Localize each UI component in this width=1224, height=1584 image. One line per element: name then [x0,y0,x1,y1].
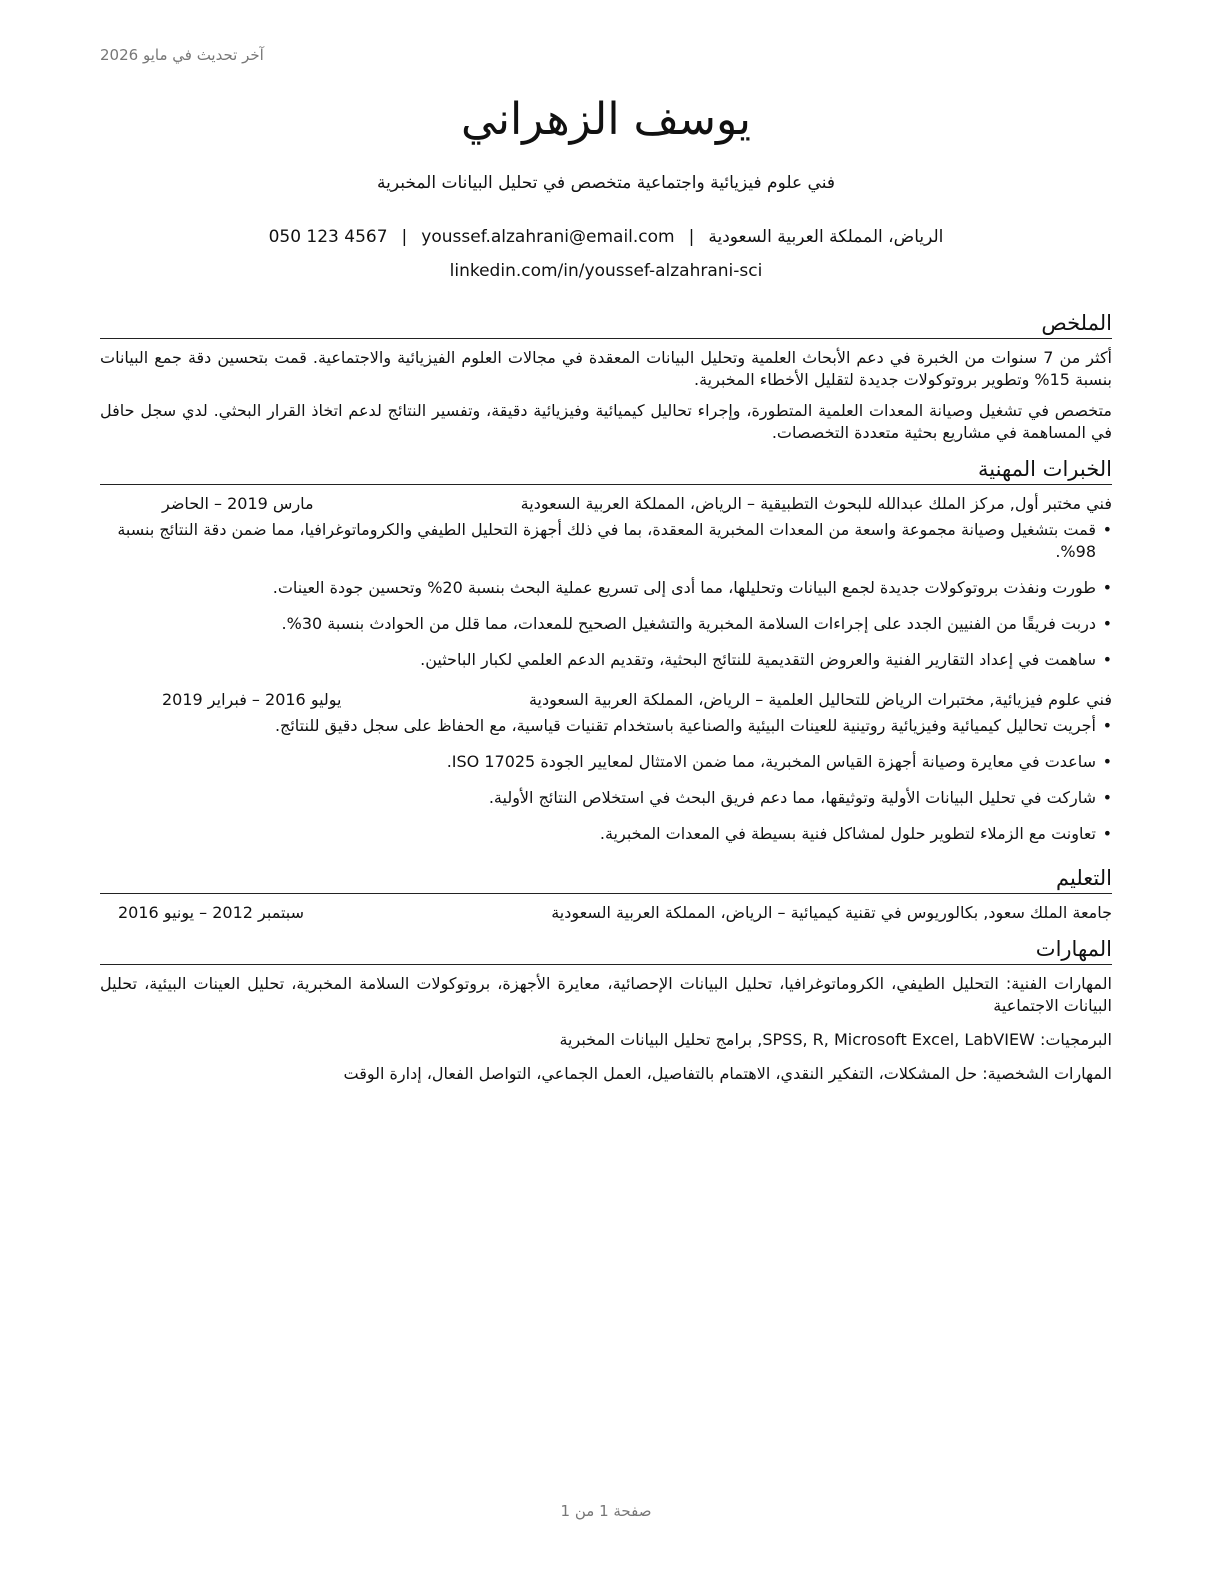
list-item [100,519,1112,563]
list-item [100,613,1112,635]
bullet-text: دربت فريقًا من الفنيين الجدد على إجراءات السلامة المخبرية والتشغيل الصحيح للمعدات، مما قلل من الحوادث بنسبة 30%. [281,614,1096,633]
education-entry [100,902,1112,924]
bullet-icon: • [1102,716,1112,735]
last-updated-note: آخر تحديث في مايو 2026 [100,46,264,64]
bullet-text: طورت ونفذت بروتوكولات جديدة لجمع البيانات وتحليلها، مما أدى إلى تسريع عملية البحث بنسبة 20% وتحسين جودة العينات. [272,578,1096,597]
skills-section [100,934,1112,1085]
skills-software: البرمجيات: SPSS, R, Microsoft Excel, LabVIEW, برامج تحليل البيانات المخبرية [559,1030,1112,1049]
education-section [100,863,1112,924]
list-item [100,823,1112,845]
bullet-icon: • [1102,824,1112,843]
bullet-text: شاركت في تحليل البيانات الأولية وتوثيقها، مما دعم فريق البحث في استخلاص النتائج الأولية. [488,788,1096,807]
phone-number: 050 123 4567 [268,227,388,247]
bullet-text: تعاونت مع الزملاء لتطوير حلول لمشاكل فنية بسيطة في المعدات المخبرية. [599,824,1096,843]
list-item [100,715,1112,737]
professional-headline: فني علوم فيزيائية واجتماعية متخصص في تحليل البيانات المخبرية [377,173,835,193]
job-dates: مارس 2019 – الحاضر [162,494,314,513]
list-item [100,649,1112,671]
bullet-text: ساعدت في معايرة وصيانة أجهزة القياس المخبرية، مما ضمن الامتثال لمعايير الجودة ISO 17025. [446,752,1096,771]
job-entry [100,493,1112,671]
skills-personal: المهارات الشخصية: حل المشكلات، التفكير النقدي، الاهتمام بالتفاصيل، العمل الجماعي، التواصل الفعال، إدارة الوقت [343,1064,1112,1083]
bullet-text: ساهمت في إعداد التقارير الفنية والعروض التقديمية للنتائج البحثية، وتقديم الدعم العلمي لكبار الباحثين. [420,650,1096,669]
summary-section [100,308,1112,444]
bullet-text: قمت بتشغيل وصيانة مجموعة واسعة من المعدات المخبرية المعقدة، بما في ذلك أجهزة التحليل الطيفي والكروماتوغرافيا، مما ضمن دقة النتائج بنسبة 98%. [117,520,1096,561]
job-dates: يوليو 2016 – فبراير 2019 [162,690,342,709]
job-header [100,689,1112,711]
bullet-icon: • [1102,578,1112,597]
bullet-icon: • [1102,752,1112,771]
education-dates: سبتمبر 2012 – يونيو 2016 [118,903,305,922]
candidate-name: يوسف الزهراني [461,94,751,145]
list-item [100,787,1112,809]
list-item [100,577,1112,599]
job-header [100,493,1112,515]
section-title-summary: الملخص [100,308,1112,339]
education-school-degree: جامعة الملك سعود, بكالوريوس في تقنية كيميائية – الرياض، المملكة العربية السعودية [551,903,1112,922]
resume-page [100,0,1112,1584]
bullet-icon: • [1102,520,1112,539]
bullet-icon: • [1102,788,1112,807]
contact-separator: | [688,227,695,247]
job-role-org: فني علوم فيزيائية, مختبرات الرياض للتحاليل العلمية – الرياض، المملكة العربية السعودية [528,690,1112,709]
email-link[interactable]: youssef.alzahrani@email.com [421,227,675,247]
section-title-skills: المهارات [100,934,1112,965]
summary-paragraph: أكثر من 7 سنوات من الخبرة في دعم الأبحاث العلمية وتحليل البيانات المعقدة في مجالات العلوم الفيزيائية والاجتماعية. قمت بتحسين دقة جمع البيانات بنسبة 15% وتطوير بروتوكولات جديدة لتقليل الأخطاء المخبرية. [100,348,1112,389]
location-text: الرياض، المملكة العربية السعودية [708,227,944,247]
job-bullets [100,715,1112,845]
section-title-experience: الخبرات المهنية [100,454,1112,485]
page-number: صفحة 1 من 1 [560,1502,652,1520]
linkedin-link[interactable]: linkedin.com/in/youssef-alzahrani-sci [449,261,763,281]
bullet-icon: • [1102,614,1112,633]
bullet-icon: • [1102,650,1112,669]
bullet-text: أجريت تحاليل كيميائية وفيزيائية روتينية للعينات البيئية والصناعية باستخدام تقنيات قياسية، مع الحفاظ على سجل دقيق للنتائج. [274,716,1096,735]
section-title-education: التعليم [100,863,1112,894]
contact-separator: | [401,227,408,247]
summary-paragraph: متخصص في تشغيل وصيانة المعدات العلمية المتطورة، وإجراء تحاليل كيميائية وفيزيائية دقيقة، وتفسير النتائج لدعم اتخاذ القرار البحثي. لدي سجل حافل في المساهمة في مشاريع بحثية متعددة التخصصات. [100,401,1112,442]
resume-content [100,308,1112,1097]
experience-section [100,454,1112,845]
job-bullets [100,519,1112,671]
list-item [100,751,1112,773]
job-role-org: فني مختبر أول, مركز الملك عبدالله للبحوث التطبيقية – الرياض، المملكة العربية السعودية [520,494,1112,513]
job-entry [100,689,1112,845]
skills-technical: المهارات الفنية: التحليل الطيفي، الكروماتوغرافيا، تحليل البيانات الإحصائية، معايرة الأجهزة، بروتوكولات السلامة المخبرية، تحليل العينات البيئية، تحليل البيانات الاجتماعية [100,974,1112,1015]
contact-info [100,224,1112,250]
